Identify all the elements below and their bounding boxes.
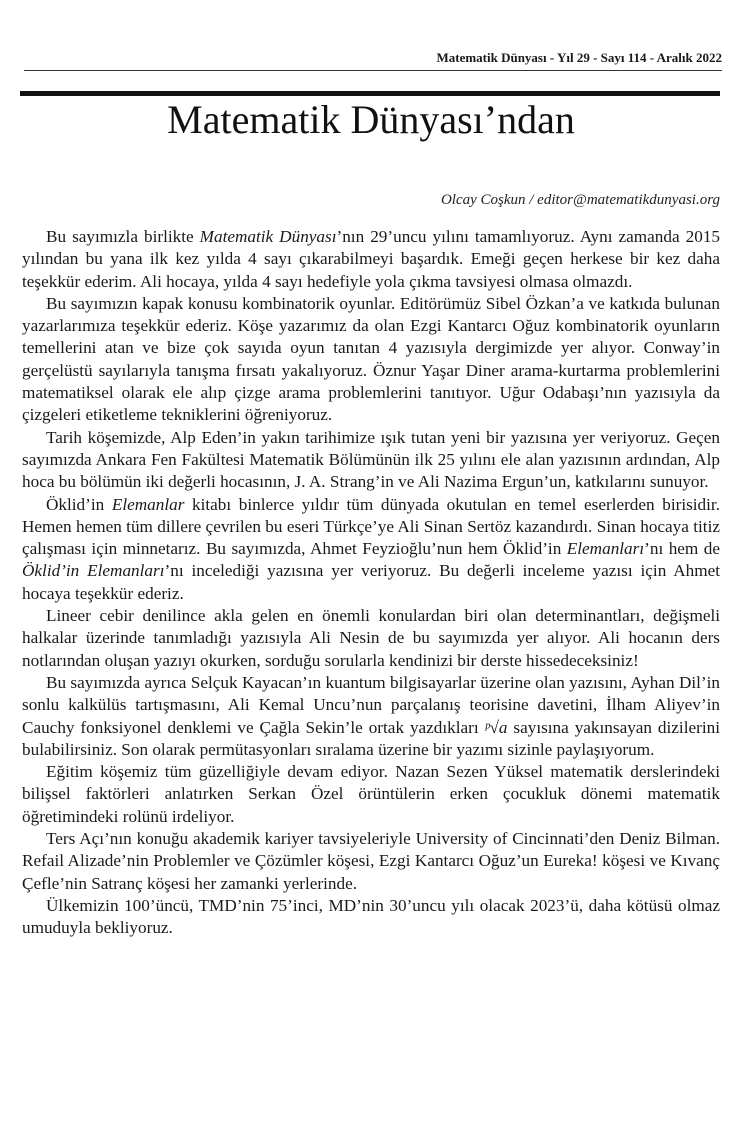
italic-text: Matematik Dünyası (199, 227, 337, 246)
text-run: Bu sayımızın kapak konusu kombinatorik oyunlar. Editörümüz Sibel Özkan’a ve katkıda bulunan yazarlarımıza teşekkür ederiz. Köşe yazarımız da olan Ezgi Kantarcı Oğuz kombinatorik oyunların temellerini atan ve bize çok sayıda oyun tanıtan 4 yazısıyla dergimizde yer alıyor. Conway’in gerçelüstü sayılarıyla tanışma fırsatı yakalıyoruz. Öznur Yaşar Diner arama-kurtarma problemlerini matematiksel olarak ele alıp çizge arama problemlerini tanıtıyor. Uğur Odabaşı’nın yazısıyla da çizgeleri etiketleme tekniklerini öğreniyoruz. (22, 293, 720, 425)
article-body (22, 226, 720, 940)
byline: Olcay Coşkun / editor@matematikdunyasi.org (440, 192, 720, 208)
text-run: Ülkemizin 100’üncü, TMD’nin 75’inci, MD’nin 30’uncu yılı olacak 2023’ü, daha kötüsü olmaz umuduyla bekliyoruz. (22, 895, 720, 938)
text-run: ’nın 29’uncu yılını tamamlıyoruz. Aynı zamanda 2015 yılından bu yana ilk kez yılda 4 sayı çıkarabilmeyi başardık. Emeği geçen herkese bir kez daha teşekkür ederim. Ali hocaya, yılda 4 sayı hedefiyle yola çıkma tavsiyesi olmasa olmazdı. (22, 227, 721, 291)
text-run: Lineer cebir denilince akla gelen en önemli konulardan biri olan determinantları, değişmeli halkalar üzerinde tanımladığı yazısıyla Ali Nesin de bu sayımızda yer alıyor. Ali hocanın ders notlarından oluşan yazıyı okurken, sorduğu sorularla kendinizi bir derste hissedeceksiniz! (22, 606, 720, 670)
paragraph (22, 605, 720, 672)
text-run: Tarih köşemizde, Alp Eden’in yakın tarihimize ışık tutan yeni bir yazısına yer veriyoruz. Geçen sayımızda Ankara Fen Fakültesi Matematik Bölümünün ilk 25 yılını ele alan yazısının ardından, Alp hoca bu bölümün iki değerli hocasının, J. A. Strang’in ve Ali Nazima Ergun’un, katkılarını sunuyor. (22, 427, 720, 492)
paragraph (22, 494, 720, 605)
text-run: sayısına yakınsayan dizilerini bulabilirsiniz. Son olarak permütasyonları sıralama üzerine bir yazımı sizinle paylaşıyorum. (22, 717, 720, 759)
text-run: Ters Açı’nın konuğu akademik kariyer tavsiyeleriyle University of Cincinnati’den Deniz Bilman. Refail Alizade’nin Problemler ve Çözümler köşesi, Ezgi Kantarcı Oğuz’un Eureka! köşesi ve Kıvanç Çefle’nin Satranç köşesi her zamanki yerlerinde. (22, 829, 720, 893)
italic-text: Öklid’in Elemanları (22, 561, 165, 581)
text-run: Bu sayımızla birlikte (46, 227, 200, 246)
text-run: kitabı binlerce yıldır tüm dünyada okutulan en temel eserlerden birisidir. Hemen hemen tüm dillere çevrilen bu eseri Türkçe’ye Ali Sinan Sertöz kazandırdı. Sinan hocaya titiz çalışması için minnetarız. Bu sayımızda, Ahmet Feyzioğlu’nun hem Öklid’in (22, 494, 720, 559)
running-head: Matematik Dünyası - Yıl 29 - Sayı 114 - Aralık 2022 (24, 50, 722, 71)
paragraph (22, 761, 720, 828)
italic-text: ᵖ√a (484, 717, 508, 737)
italic-text: Elemanlar (111, 494, 185, 514)
text-run: Öklid’in (46, 494, 112, 514)
paragraph (22, 427, 720, 494)
text-run: ’nı hem de (644, 539, 720, 559)
text-run: Eğitim köşemiz tüm güzelliğiyle devam ediyor. Nazan Sezen Yüksel matematik derslerindeki bilişsel faktörleri anlatırken Serkan Özel örüntülerin erken çocukluk dönemi matematik öğretimindeki rolünü irdeliyor. (22, 762, 720, 826)
paragraph (22, 672, 720, 761)
italic-text: Elemanları (566, 539, 645, 559)
paragraph (22, 828, 720, 895)
paragraph (22, 895, 720, 940)
paragraph (22, 293, 720, 427)
paragraph (22, 226, 720, 293)
page-title: Matematik Dünyası’ndan (167, 97, 575, 142)
text-run: Bu sayımızda ayrıca Selçuk Kayacan’ın kuantum bilgisayarlar üzerine olan yazısını, Ayhan Dil’in sonlu kalkülüs tartışmasını, Ali Kemal Uncu’nun parçalanış teorisine davetini, İlham Aliyev’in Cauchy fonksiyonel denklemi ve Çağla Sekin’le ortak yazdıkları (22, 672, 720, 737)
text-run: ’nı incelediği yazısına yer veriyoruz. Bu değerli inceleme yazısı için Ahmet hocaya teşekkür ederiz. (22, 561, 720, 603)
